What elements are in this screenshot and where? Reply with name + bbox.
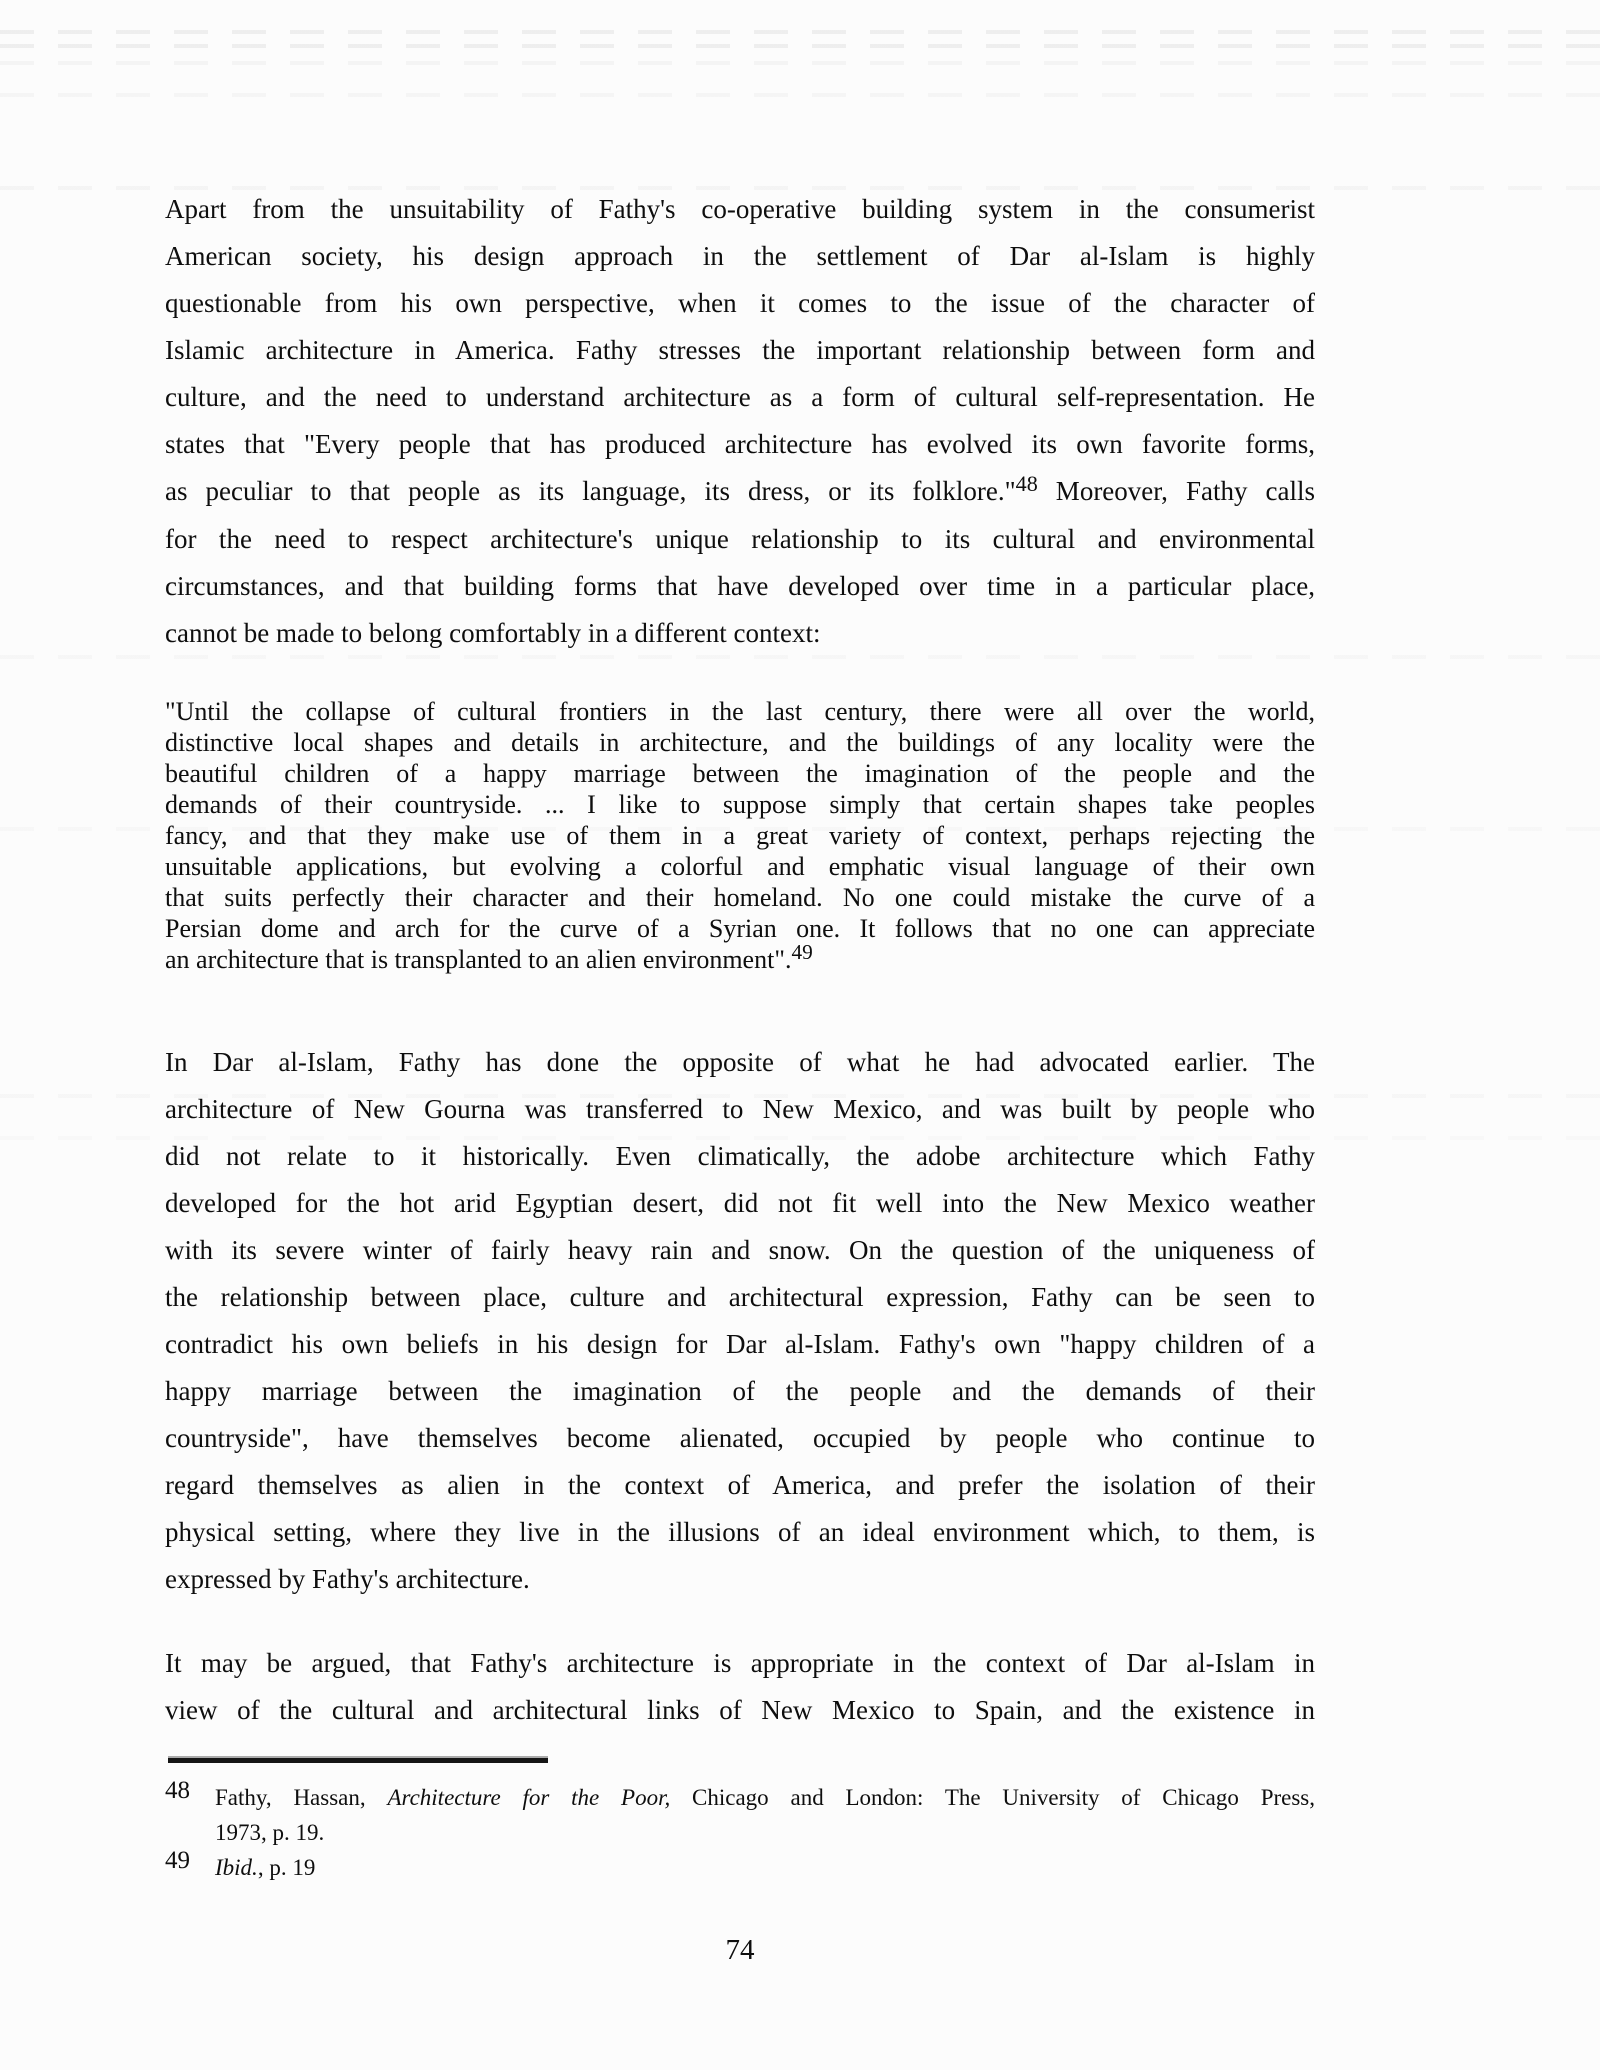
- paragraph-1: [165, 186, 1315, 657]
- text-segment: Chicago and London: The University of Chicago Press,: [670, 1785, 1316, 1810]
- text-segment: questionable from his own perspective, when it comes to the issue of the character of: [165, 288, 1315, 318]
- text-line: [165, 820, 1315, 851]
- text-segment: , p. 19: [257, 1855, 316, 1880]
- footnotes-section: [165, 1777, 1316, 1885]
- text-segment: Fathy, Hassan,: [215, 1785, 388, 1810]
- footnote-48-text: [215, 1780, 1315, 1850]
- text-line: [165, 758, 1315, 789]
- text-line: [165, 186, 1315, 233]
- superscript-ref: 48: [1015, 471, 1038, 496]
- text-line: [165, 1462, 1315, 1509]
- scan-artifact-band: [0, 30, 1600, 34]
- text-segment: physical setting, where they live in the illusions of an ideal environment which, to them, is: [165, 1517, 1315, 1547]
- text-line: [165, 1321, 1315, 1368]
- text-segment: It may be argued, that Fathy's architecture is appropriate in the context of Dar al-Islam in: [165, 1648, 1315, 1678]
- footnote-48: [165, 1777, 1316, 1850]
- text-segment: states that "Every people that has produced architecture has evolved its own favorite forms,: [165, 429, 1315, 459]
- text-line: [165, 940, 1315, 977]
- text-segment: view of the cultural and architectural links of New Mexico to Spain, and the existence in: [165, 1695, 1315, 1725]
- text-line: [165, 1415, 1315, 1462]
- text-segment: demands of their countryside. ... I like to suppose simply that certain shapes take peoples: [165, 790, 1315, 819]
- text-line: [165, 1687, 1315, 1734]
- text-segment: that suits perfectly their character and their homeland. No one could mistake the curve of a: [165, 883, 1315, 912]
- scan-artifact-band: [0, 61, 1600, 65]
- text-line: [165, 1368, 1315, 1415]
- text-line: [215, 1850, 1315, 1885]
- page-number: 74: [725, 1934, 755, 1966]
- text-segment: Persian dome and arch for the curve of a Syrian one. It follows that no one can appreciate: [165, 914, 1315, 943]
- text-line: [165, 789, 1315, 820]
- text-segment: Ibid.: [215, 1855, 258, 1880]
- text-segment: "Until the collapse of cultural frontiers in the last century, there were all over the world,: [165, 697, 1315, 726]
- scan-artifact-band: [0, 93, 1600, 97]
- text-segment: Architecture for the Poor,: [387, 1785, 671, 1810]
- text-line: [165, 233, 1315, 280]
- text-segment: beautiful children of a happy marriage between the imagination of the people and the: [165, 759, 1315, 788]
- text-segment: fancy, and that they make use of them in a great variety of context, perhaps rejecting the: [165, 821, 1315, 850]
- text-line: [165, 1640, 1315, 1687]
- text-segment: American society, his design approach in the settlement of Dar al-Islam is highly: [165, 241, 1315, 271]
- text-line: [215, 1815, 1315, 1850]
- text-segment: 1973, p. 19.: [215, 1820, 325, 1845]
- text-segment: countryside", have themselves become alienated, occupied by people who continue to: [165, 1423, 1315, 1453]
- text-segment: for the need to respect architecture's unique relationship to its cultural and environmental: [165, 524, 1315, 554]
- superscript-ref: 49: [791, 940, 813, 964]
- text-segment: did not relate to it historically. Even climatically, the adobe architecture which Fathy: [165, 1141, 1315, 1171]
- text-segment: developed for the hot arid Egyptian desert, did not fit well into the New Mexico weather: [165, 1188, 1315, 1218]
- text-line: [165, 516, 1315, 563]
- text-segment: distinctive local shapes and details in architecture, and the buildings of any locality were the: [165, 728, 1315, 757]
- footnote-49-text: [215, 1850, 1315, 1885]
- text-line: [165, 610, 1315, 657]
- text-line: [165, 1180, 1315, 1227]
- paragraph-2: [165, 1039, 1315, 1603]
- text-segment: cannot be made to belong comfortably in a different context:: [165, 618, 821, 648]
- text-segment: Moreover, Fathy calls: [1037, 476, 1316, 506]
- text-segment: happy marriage between the imagination of the people and the demands of their: [165, 1376, 1315, 1406]
- text-line: [165, 1274, 1315, 1321]
- text-line: [165, 468, 1315, 516]
- text-segment: with its severe winter of fairly heavy rain and snow. On the question of the uniqueness of: [165, 1235, 1315, 1265]
- text-line: [165, 913, 1315, 944]
- text-segment: In Dar al-Islam, Fathy has done the opposite of what he had advocated earlier. The: [165, 1047, 1315, 1077]
- text-line: [165, 280, 1315, 327]
- footnote-49-marker: 49: [165, 1847, 190, 1874]
- footnote-48-marker: 48: [165, 1777, 190, 1804]
- text-line: [165, 1227, 1315, 1274]
- text-line: [165, 1039, 1315, 1086]
- text-segment: the relationship between place, culture and architectural expression, Fathy can be seen to: [165, 1282, 1315, 1312]
- text-segment: unsuitable applications, but evolving a colorful and emphatic visual language of their own: [165, 852, 1315, 881]
- text-segment: an architecture that is transplanted to an alien environment".: [165, 945, 792, 974]
- footnote-49: [165, 1847, 1315, 1885]
- text-line: [165, 851, 1315, 882]
- text-segment: expressed by Fathy's architecture.: [165, 1564, 530, 1594]
- text-line: [165, 1556, 1315, 1603]
- text-line: [165, 327, 1315, 374]
- text-line: [165, 421, 1315, 468]
- text-segment: culture, and the need to understand architecture as a form of cultural self-representation. He: [165, 382, 1315, 412]
- text-line: [165, 374, 1315, 421]
- block-quote: [165, 696, 1315, 977]
- text-line: [165, 696, 1315, 727]
- text-line: [165, 882, 1315, 913]
- text-segment: contradict his own beliefs in his design for Dar al-Islam. Fathy's own "happy children of a: [165, 1329, 1315, 1359]
- scan-artifact-band: [0, 44, 1600, 48]
- footnote-separator-rule: [168, 1758, 548, 1763]
- text-segment: as peculiar to that people as its language, its dress, or its folklore.": [165, 476, 1016, 506]
- paragraph-3: [165, 1640, 1315, 1734]
- text-segment: circumstances, and that building forms that have developed over time in a particular place,: [165, 571, 1315, 601]
- text-segment: Apart from the unsuitability of Fathy's co-operative building system in the consumerist: [165, 194, 1315, 224]
- text-line: [165, 727, 1315, 758]
- text-line: [165, 563, 1315, 610]
- text-line: [215, 1780, 1315, 1815]
- text-line: [165, 1086, 1315, 1133]
- text-line: [165, 1509, 1315, 1556]
- text-line: [165, 1133, 1315, 1180]
- text-segment: architecture of New Gourna was transferred to New Mexico, and was built by people who: [165, 1094, 1315, 1124]
- text-segment: regard themselves as alien in the context of America, and prefer the isolation of their: [165, 1470, 1315, 1500]
- text-segment: Islamic architecture in America. Fathy stresses the important relationship between form and: [165, 335, 1315, 365]
